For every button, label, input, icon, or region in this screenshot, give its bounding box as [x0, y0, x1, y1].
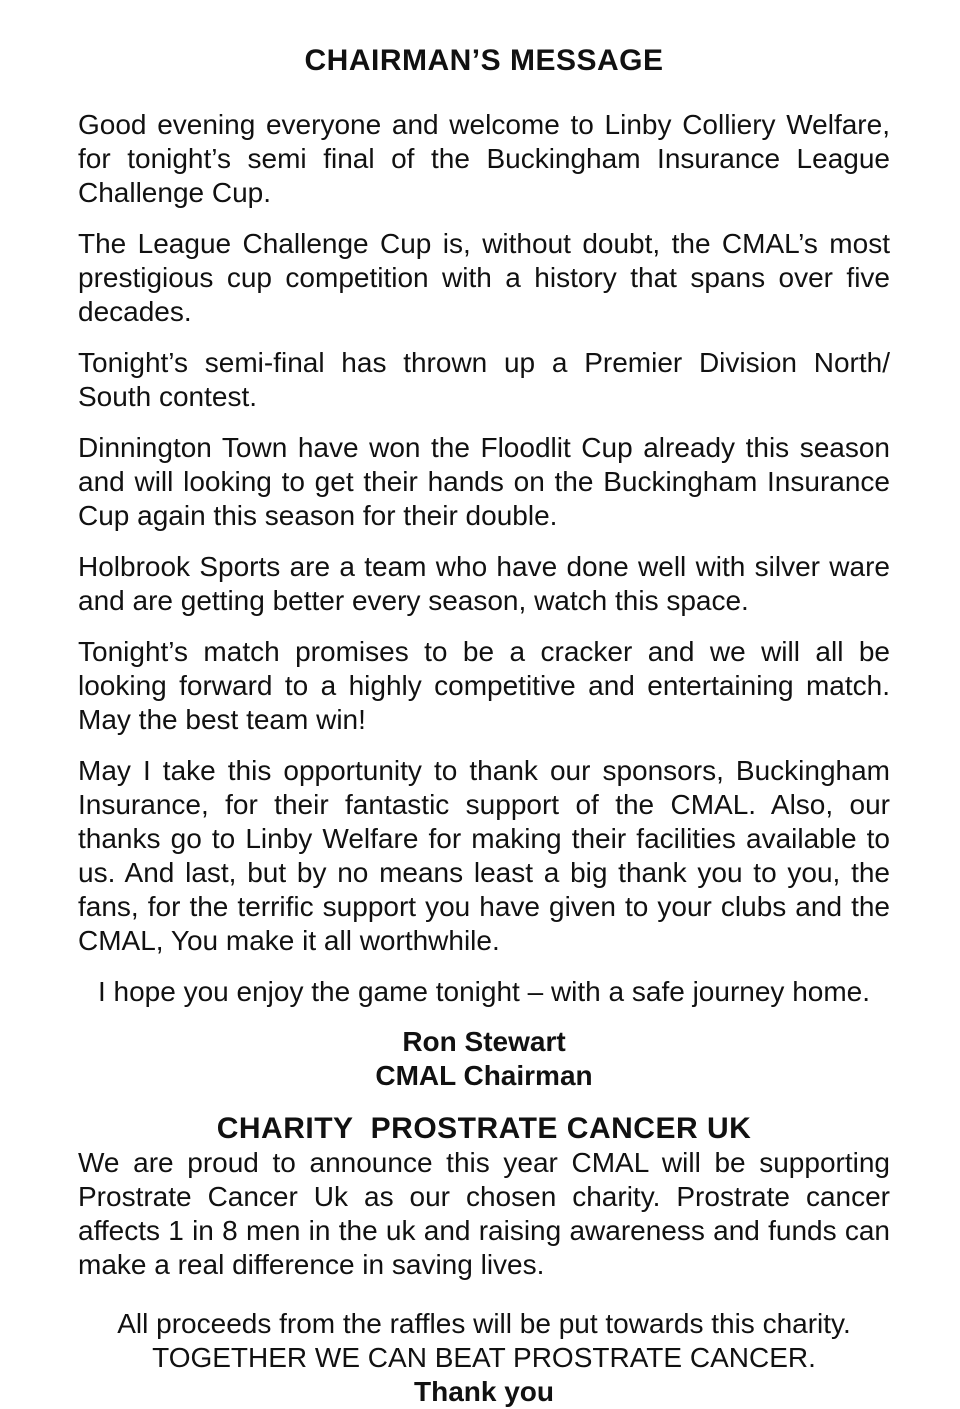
- page-title: CHAIRMAN’S MESSAGE: [304, 44, 664, 77]
- paragraph-match-promise: Tonight’s match promises to be a cracker and we will all be looking forward to a highly competitive and entertaining match. May the best team win!: [78, 636, 890, 735]
- charity-footer: [78, 1307, 890, 1409]
- paragraph-holbrook: Holbrook Sports are a team who have done well with silver ware and are getting better every season, watch this space.: [78, 551, 890, 616]
- thank-you-line: Thank you: [413, 1376, 554, 1407]
- raffle-proceeds-line: All proceeds from the raffles will be put towards this charity.: [117, 1308, 851, 1339]
- signature-block: [78, 1025, 890, 1093]
- paragraph-thanks-sponsors: May I take this opportunity to thank our sponsors, Buckingham Insurance, for their fantastic support of the CMAL. Also, our thanks go to Linby Welfare for making their facilities available to us. And last, but by no means least a big thank you to you, the fans, for the terrific support you have given to your clubs and the CMAL, You make it all worthwhile.: [78, 755, 890, 956]
- paragraph-semi-final: Tonight’s semi-final has thrown up a Premier Division North/ South contest.: [78, 347, 890, 412]
- charity-paragraph: We are proud to announce this year CMAL will be supporting Prostrate Cancer Uk as our chosen charity. Prostrate cancer affects 1 in 8 men in the uk and raising awareness and funds can make a real difference in saving lives.: [78, 1147, 890, 1280]
- paragraph-dinnington: Dinnington Town have won the Floodlit Cup already this season and will looking to get their hands on the Buckingham Insurance Cup again this season for their double.: [78, 432, 890, 531]
- closing-line: I hope you enjoy the game tonight – with a safe journey home.: [97, 976, 871, 1007]
- charity-heading: CHARITY PROSTRATE CANCER UK: [216, 1112, 752, 1145]
- signature-name: Ron Stewart: [402, 1026, 566, 1057]
- paragraph-welcome: Good evening everyone and welcome to Linby Colliery Welfare, for tonight’s semi final of the Buckingham Insurance League Challenge Cup.: [78, 109, 890, 208]
- slogan-line: TOGETHER WE CAN BEAT PROSTRATE CANCER.: [152, 1342, 816, 1373]
- paragraph-league-cup: The League Challenge Cup is, without doubt, the CMAL’s most prestigious cup competition with a history that spans over five decades.: [78, 228, 890, 327]
- signature-role: CMAL Chairman: [375, 1060, 593, 1091]
